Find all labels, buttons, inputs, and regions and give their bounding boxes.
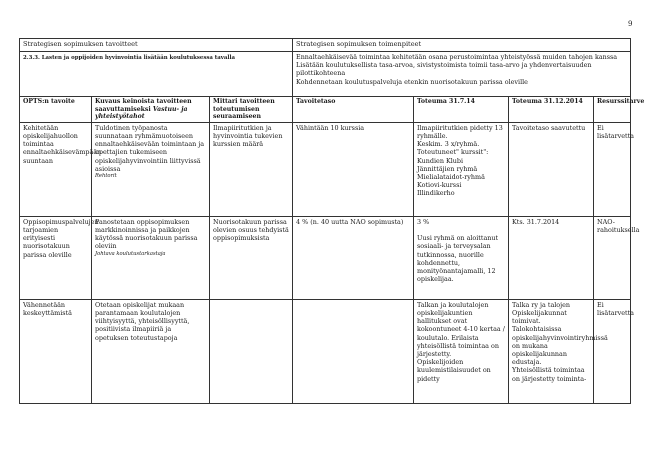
table-row bbox=[20, 122, 631, 216]
row-target: 4 % (n. 40 uutta NAO sopimusta) bbox=[293, 216, 414, 299]
col-header-actual-dec: Toteuma 31.12.2014 bbox=[509, 97, 594, 123]
row-goal: Oppisopimuspalvelujen tarjoamien erityisesti nuorisotakuun parissa oleville bbox=[20, 216, 92, 299]
row-resources: Ei lisätarvetta bbox=[594, 299, 631, 403]
col-header-resources: Resurssitarve bbox=[594, 97, 631, 123]
row-actual-dec: Tavoitetaso saavutettu bbox=[509, 122, 594, 216]
row-means-cell bbox=[92, 122, 210, 216]
row-means: Otetaan opiskelijat mukaan parantamaan koulutalojen viihtyisyyttä, yhteisöllisyyttä, positiivista ilmapiiriä ja opetuksen toteutustapoja bbox=[95, 300, 190, 342]
col-header-actual-jul: Toteuma 31.7.14 bbox=[414, 97, 509, 123]
row-indicator bbox=[210, 299, 293, 403]
page-number: 9 bbox=[628, 20, 633, 28]
section-measures bbox=[293, 52, 631, 97]
row-responsible: Johtava koulutustarkastaja bbox=[95, 250, 166, 257]
row-actual-jul: Talkan ja koulutalojen opiskelijakuntien hallitukset ovat kokoontuneet 4-10 kertaa / koulutalo. Erilaista yhteisöllistä toimintaa on järjestetty. Opiskelijoiden kuulemistilaisuudet on pidetty bbox=[414, 299, 509, 403]
row-goal: Vähennetään keskeyttämistä bbox=[20, 299, 92, 403]
header-goals: Strategisen sopimuksen tavoitteet bbox=[20, 39, 293, 52]
measure-item: Kohdennetaan koulutuspalveluja etenkin nuorisotakuun parissa oleville bbox=[296, 77, 528, 86]
row-indicator: Nuorisotakuun parissa olevien osuus tehdyistä oppisopimuksista bbox=[210, 216, 293, 299]
row-target bbox=[293, 299, 414, 403]
row-actual-jul: Ilmapiiritutkien pidetty 13 ryhmälle. Keskim. 3 x/ryhmä. Toteutuneet" kurssit": Kundien Klubi Jännittäjien ryhmä Mielialataidot-ryhmä Kotiovi-kurssi Illindikerho bbox=[414, 122, 509, 216]
measure-item: Ennaltaehkäisevää toimintaa kehitetään osana perustoimintaa yhteistyössä muiden tahojen kanssa bbox=[296, 53, 618, 61]
row-indicator: Ilmapiiritutkien ja hyvinvointia tukevien kurssien määrä bbox=[210, 122, 293, 216]
row-resources: Ei lisätarvetta bbox=[594, 122, 631, 216]
col-header-target: Tavoitetaso bbox=[293, 97, 414, 123]
table-row bbox=[20, 299, 631, 403]
row-actual-dec: Kts. 31.7.2014 bbox=[509, 216, 594, 299]
col-header-means-label: Kuvaus keinoista tavoitteen saavuttamiseksi bbox=[95, 98, 192, 113]
row-goal: Kehitetään opiskelijahuollon toimintaa ennaltaehkäisevämpään suuntaan bbox=[20, 122, 92, 216]
section-title: 2.3.3. Lasten ja oppijoiden hyvinvointia lisätään koulutuksessa tavalla bbox=[23, 55, 235, 61]
table-row bbox=[20, 216, 631, 299]
col-header-responsible: Vastuu- ja yhteistyötahot bbox=[95, 105, 188, 121]
row-actual-dec: Talka ry ja talojen Opiskelijakunnat toimivat. Talokohtaisissa opiskelijahyvinvointiryhmissä on mukana opiskelijakunnan edustaja. Yhteisöllistä toimintaa on järjestetty toiminta- bbox=[509, 299, 594, 403]
strategy-table bbox=[19, 38, 645, 404]
row-actual-jul: 3 % Uusi ryhmä on aloittanut sosiaali- ja terveysalan tutkinnossa, nuorille kohdennettu, monityönantajamalli, 12 opiskelijaa. bbox=[414, 216, 509, 299]
row-means: Tuldotinen työpanosta suunnataan ryhmämuotoiseen ennaltaehkäisevään toimintaan ja opettajien tukemiseen opiskelijahyvinvointiin liittyvissä asioissa bbox=[95, 123, 205, 173]
section-title-cell bbox=[20, 52, 293, 97]
row-means: Panostetaan oppisopimuksen markkinoinnissa ja paikkojen käytössä nuorisotakuun parissa oleviin bbox=[95, 217, 198, 251]
col-header-means bbox=[92, 97, 210, 123]
header-measures: Strategisen sopimuksen toimenpiteet bbox=[293, 39, 631, 52]
row-means-cell bbox=[92, 216, 210, 299]
col-header-goal: OPTS:n tavoite bbox=[20, 97, 92, 123]
row-responsible: Rehtorit bbox=[95, 173, 117, 179]
row-means-cell bbox=[92, 299, 210, 403]
row-resources: NAO-rahoituksella bbox=[594, 216, 631, 299]
measure-item: Lisätään koulutuksellista tasa-arvoa, sivistystoimista toimii tasa-arvo ja yhdenvertaisuuden pilottikohteena bbox=[296, 61, 592, 78]
row-target: Vähintään 10 kurssia bbox=[293, 122, 414, 216]
col-header-indicator: Mittari tavoitteen toteutumisen seuraamiseen bbox=[210, 97, 293, 123]
